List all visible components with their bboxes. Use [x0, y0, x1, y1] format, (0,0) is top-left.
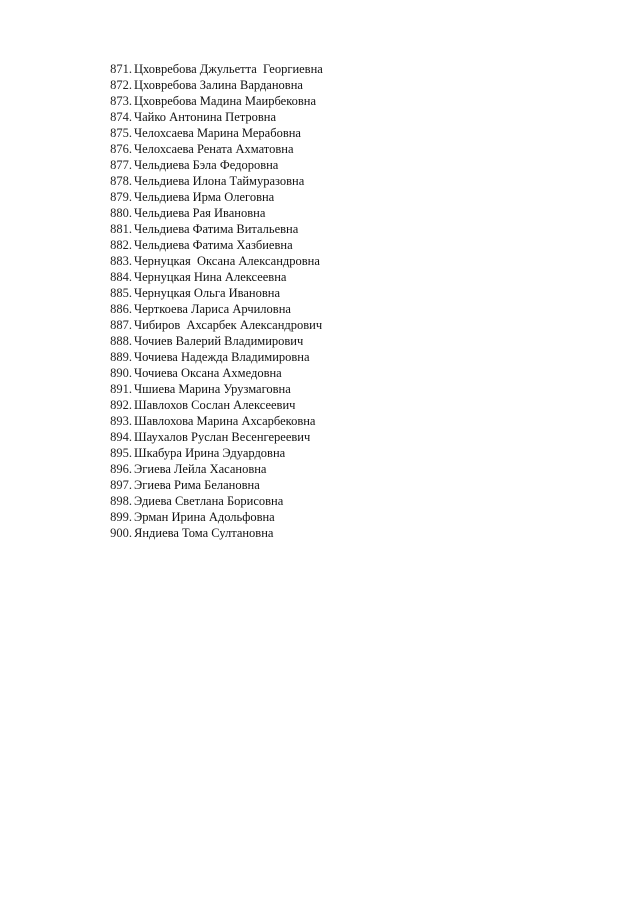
entry-number: 888. — [110, 334, 132, 348]
entry-name: Шавлохова Марина Ахсарбековна — [134, 414, 316, 428]
list-item — [104, 141, 323, 157]
list-item — [104, 317, 323, 333]
entry-number: 877. — [110, 158, 132, 172]
entry-name: Чернуцкая Оксана Александровна — [134, 254, 320, 268]
entry-name: Чельдиева Бэла Федоровна — [134, 158, 279, 172]
list-item — [104, 109, 323, 125]
list-item — [104, 525, 323, 541]
list-item — [104, 365, 323, 381]
entry-number: 878. — [110, 174, 132, 188]
entry-number: 882. — [110, 238, 132, 252]
entry-number: 887. — [110, 318, 132, 332]
entry-number: 899. — [110, 510, 132, 524]
list-item — [104, 429, 323, 445]
list-item — [104, 157, 323, 173]
entry-number: 881. — [110, 222, 132, 236]
entry-name: Чочиев Валерий Владимирович — [134, 334, 304, 348]
entry-number: 896. — [110, 462, 132, 476]
entry-name: Эгиева Рима Белановна — [134, 478, 260, 492]
entry-name: Чшиева Марина Урузмаговна — [134, 382, 291, 396]
list-item — [104, 237, 323, 253]
list-item — [104, 189, 323, 205]
entry-number: 883. — [110, 254, 132, 268]
entry-number: 871. — [110, 62, 132, 76]
list-item — [104, 173, 323, 189]
entry-number: 875. — [110, 126, 132, 140]
list-item — [104, 77, 323, 93]
entry-name: Шаухалов Руслан Весенгереевич — [134, 430, 311, 444]
entry-number: 885. — [110, 286, 132, 300]
list-item — [104, 93, 323, 109]
list-item — [104, 125, 323, 141]
entry-number: 897. — [110, 478, 132, 492]
entry-name: Чернуцкая Ольга Ивановна — [134, 286, 281, 300]
entry-number: 886. — [110, 302, 132, 316]
list-item — [104, 253, 323, 269]
entry-name: Чернуцкая Нина Алексеевна — [134, 270, 287, 284]
list-item — [104, 413, 323, 429]
entry-number: 890. — [110, 366, 132, 380]
entry-name: Чочиева Оксана Ахмедовна — [134, 366, 282, 380]
entry-name: Шкабура Ирина Эдуардовна — [134, 446, 286, 460]
entry-number: 873. — [110, 94, 132, 108]
entry-name: Эдиева Светлана Борисовна — [134, 494, 284, 508]
entry-name: Эрман Ирина Адольфовна — [134, 510, 275, 524]
list-item — [104, 461, 323, 477]
entry-number: 891. — [110, 382, 132, 396]
entry-number: 895. — [110, 446, 132, 460]
entry-number: 879. — [110, 190, 132, 204]
entry-number: 898. — [110, 494, 132, 508]
entry-number: 893. — [110, 414, 132, 428]
entry-number: 889. — [110, 350, 132, 364]
entry-number: 884. — [110, 270, 132, 284]
entry-name: Чибиров Ахсарбек Александрович — [134, 318, 323, 332]
list-item — [104, 477, 323, 493]
list-item — [104, 205, 323, 221]
entry-number: 874. — [110, 110, 132, 124]
list-item — [104, 493, 323, 509]
entry-name: Яндиева Тома Султановна — [134, 526, 274, 540]
list-item — [104, 301, 323, 317]
list-item — [104, 381, 323, 397]
entry-name: Чельдиева Ирма Олеговна — [134, 190, 275, 204]
entry-name: Чайко Антонина Петровна — [134, 110, 277, 124]
entry-name: Чельдиева Фатима Витальевна — [134, 222, 299, 236]
entry-name: Чочиева Надежда Владимировна — [134, 350, 310, 364]
list-item — [104, 397, 323, 413]
entry-number: 880. — [110, 206, 132, 220]
entry-name: Черткоева Лариса Арчиловна — [134, 302, 291, 316]
entry-number: 894. — [110, 430, 132, 444]
list-item — [104, 221, 323, 237]
entry-name: Шавлохов Сослан Алексеевич — [134, 398, 296, 412]
entry-name: Челохсаева Рената Ахматовна — [134, 142, 294, 156]
list-item — [104, 509, 323, 525]
list-item — [104, 333, 323, 349]
entry-name: Цховребова Залина Вардановна — [134, 78, 303, 92]
name-list — [104, 61, 323, 541]
entry-name: Цховребова Джульетта Георгиевна — [134, 62, 323, 76]
entry-number: 872. — [110, 78, 132, 92]
entry-number: 892. — [110, 398, 132, 412]
list-item — [104, 349, 323, 365]
entry-name: Чельдиева Рая Ивановна — [134, 206, 266, 220]
entry-name: Чельдиева Фатима Хазбиевна — [134, 238, 293, 252]
entry-name: Эгиева Лейла Хасановна — [134, 462, 267, 476]
entry-name: Челохсаева Марина Мерабовна — [134, 126, 301, 140]
entry-name: Цховребова Мадина Маирбековна — [134, 94, 317, 108]
entry-number: 876. — [110, 142, 132, 156]
entry-number: 900. — [110, 526, 132, 540]
list-item — [104, 445, 323, 461]
list-item — [104, 61, 323, 77]
list-item — [104, 269, 323, 285]
entry-name: Чельдиева Илона Таймуразовна — [134, 174, 305, 188]
list-item — [104, 285, 323, 301]
